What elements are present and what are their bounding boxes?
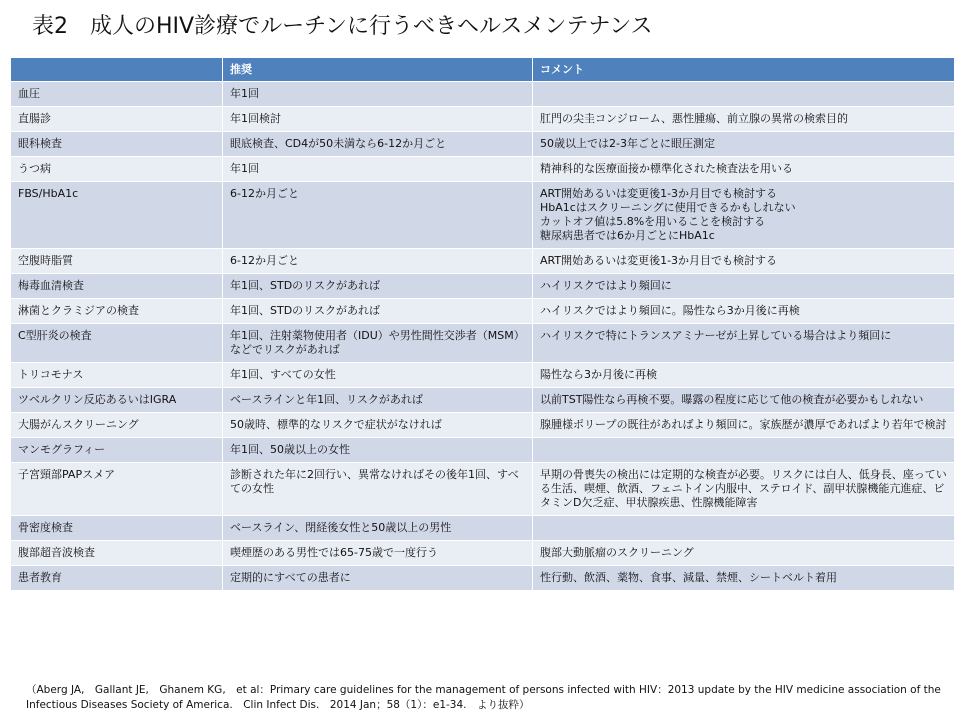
recommendation-cell: 50歳時、標準的なリスクで症状がなければ: [223, 413, 533, 438]
column-header-comment: コメント: [533, 58, 955, 82]
item-cell: 空腹時脂質: [11, 249, 223, 274]
health-maintenance-table: [10, 57, 955, 591]
table-row: [11, 82, 955, 107]
item-cell: 直腸診: [11, 107, 223, 132]
comment-cell: 肛門の尖圭コンジローム、悪性腫瘍、前立腺の異常の検索目的: [533, 107, 955, 132]
comment-cell: ハイリスクで特にトランスアミナーゼが上昇している場合はより頻回に: [533, 324, 955, 363]
table-row: [11, 132, 955, 157]
recommendation-cell: 6-12か月ごと: [223, 182, 533, 249]
recommendation-cell: 年1回検討: [223, 107, 533, 132]
item-cell: トリコモナス: [11, 363, 223, 388]
recommendation-cell: 喫煙歴のある男性では65-75歳で一度行う: [223, 541, 533, 566]
table-row: [11, 463, 955, 516]
comment-cell: 陽性なら3か月後に再検: [533, 363, 955, 388]
comment-cell: 腺腫様ポリープの既往があればより頻回に。家族歴が濃厚であればより若年で検討: [533, 413, 955, 438]
comment-cell: 精神科的な医療面接か標準化された検査法を用いる: [533, 157, 955, 182]
recommendation-cell: 年1回: [223, 82, 533, 107]
comment-cell: [533, 82, 955, 107]
table-header-row: [11, 58, 955, 82]
table-row: [11, 566, 955, 591]
comment-cell: [533, 516, 955, 541]
comment-cell: [533, 438, 955, 463]
recommendation-cell: 年1回、STDのリスクがあれば: [223, 274, 533, 299]
table-row: [11, 299, 955, 324]
table-row: [11, 182, 955, 249]
comment-cell: 50歳以上では2-3年ごとに眼圧測定: [533, 132, 955, 157]
column-header-item: [11, 58, 223, 82]
table-row: [11, 107, 955, 132]
item-cell: ツベルクリン反応あるいはIGRA: [11, 388, 223, 413]
item-cell: 腹部超音波検査: [11, 541, 223, 566]
item-cell: 大腸がんスクリーニング: [11, 413, 223, 438]
citation-footnote: （Aberg JA, Gallant JE, Ghanem KG, et al：Primary care guidelines for the management of persons infected with HIV：2013 update by the HIV medicine association of the Infectious Diseases Society of America. Clin Infect Dis. 2014 Jan；58（1）：e1-34. より抜粋）: [26, 684, 941, 711]
item-cell: うつ病: [11, 157, 223, 182]
table-row: [11, 388, 955, 413]
item-cell: 眼科検査: [11, 132, 223, 157]
recommendation-cell: ベースライン、閉経後女性と50歳以上の男性: [223, 516, 533, 541]
table-row: [11, 438, 955, 463]
comment-cell: ART開始あるいは変更後1-3か月目でも検討する HbA1cはスクリーニングに使用できるかもしれない カットオフ値は5.8%を用いることを検討する 糖尿病患者では6か月ごとにHbA1c: [533, 182, 955, 249]
table-row: [11, 249, 955, 274]
table-row: [11, 413, 955, 438]
item-cell: FBS/HbA1c: [11, 182, 223, 249]
recommendation-cell: ベースラインと年1回、リスクがあれば: [223, 388, 533, 413]
recommendation-cell: 年1回: [223, 157, 533, 182]
item-cell: マンモグラフィー: [11, 438, 223, 463]
recommendation-cell: 診断された年に2回行い、異常なければその後年1回、すべての女性: [223, 463, 533, 516]
table-row: [11, 541, 955, 566]
comment-cell: 腹部大動脈瘤のスクリーニング: [533, 541, 955, 566]
comment-cell: ART開始あるいは変更後1-3か月目でも検討する: [533, 249, 955, 274]
item-cell: 血圧: [11, 82, 223, 107]
recommendation-cell: 年1回、STDのリスクがあれば: [223, 299, 533, 324]
item-cell: 患者教育: [11, 566, 223, 591]
table-row: [11, 324, 955, 363]
table-row: [11, 516, 955, 541]
recommendation-cell: 年1回、注射薬物使用者（IDU）や男性間性交渉者（MSM）などでリスクがあれば: [223, 324, 533, 363]
item-cell: 子宮頸部PAPスメア: [11, 463, 223, 516]
item-cell: 梅毒血清検査: [11, 274, 223, 299]
recommendation-cell: 年1回、50歳以上の女性: [223, 438, 533, 463]
item-cell: 骨密度検査: [11, 516, 223, 541]
recommendation-cell: 定期的にすべての患者に: [223, 566, 533, 591]
item-cell: 淋菌とクラミジアの検査: [11, 299, 223, 324]
table-row: [11, 274, 955, 299]
comment-cell: ハイリスクではより頻回に: [533, 274, 955, 299]
recommendation-cell: 年1回、すべての女性: [223, 363, 533, 388]
page-title: 表2 成人のHIV診療でルーチンに行うべきヘルスメンテナンス: [32, 14, 653, 39]
comment-cell: 以前TST陽性なら再検不要。曝露の程度に応じて他の検査が必要かもしれない: [533, 388, 955, 413]
comment-cell: 性行動、飲酒、薬物、食事、減量、禁煙、シートベルト着用: [533, 566, 955, 591]
comment-cell: 早期の骨喪失の検出には定期的な検査が必要。リスクには白人、低身長、座っている生活、喫煙、飲酒、フェニトイン内服中、ステロイド、副甲状腺機能亢進症、ビタミンD欠乏症、甲状腺疾患、性腺機能障害: [533, 463, 955, 516]
recommendation-cell: 6-12か月ごと: [223, 249, 533, 274]
column-header-recommendation: 推奨: [223, 58, 533, 82]
item-cell: C型肝炎の検査: [11, 324, 223, 363]
table-row: [11, 157, 955, 182]
table-row: [11, 363, 955, 388]
recommendation-cell: 眼底検査、CD4が50未満なら6-12か月ごと: [223, 132, 533, 157]
comment-cell: ハイリスクではより頻回に。陽性なら3か月後に再検: [533, 299, 955, 324]
